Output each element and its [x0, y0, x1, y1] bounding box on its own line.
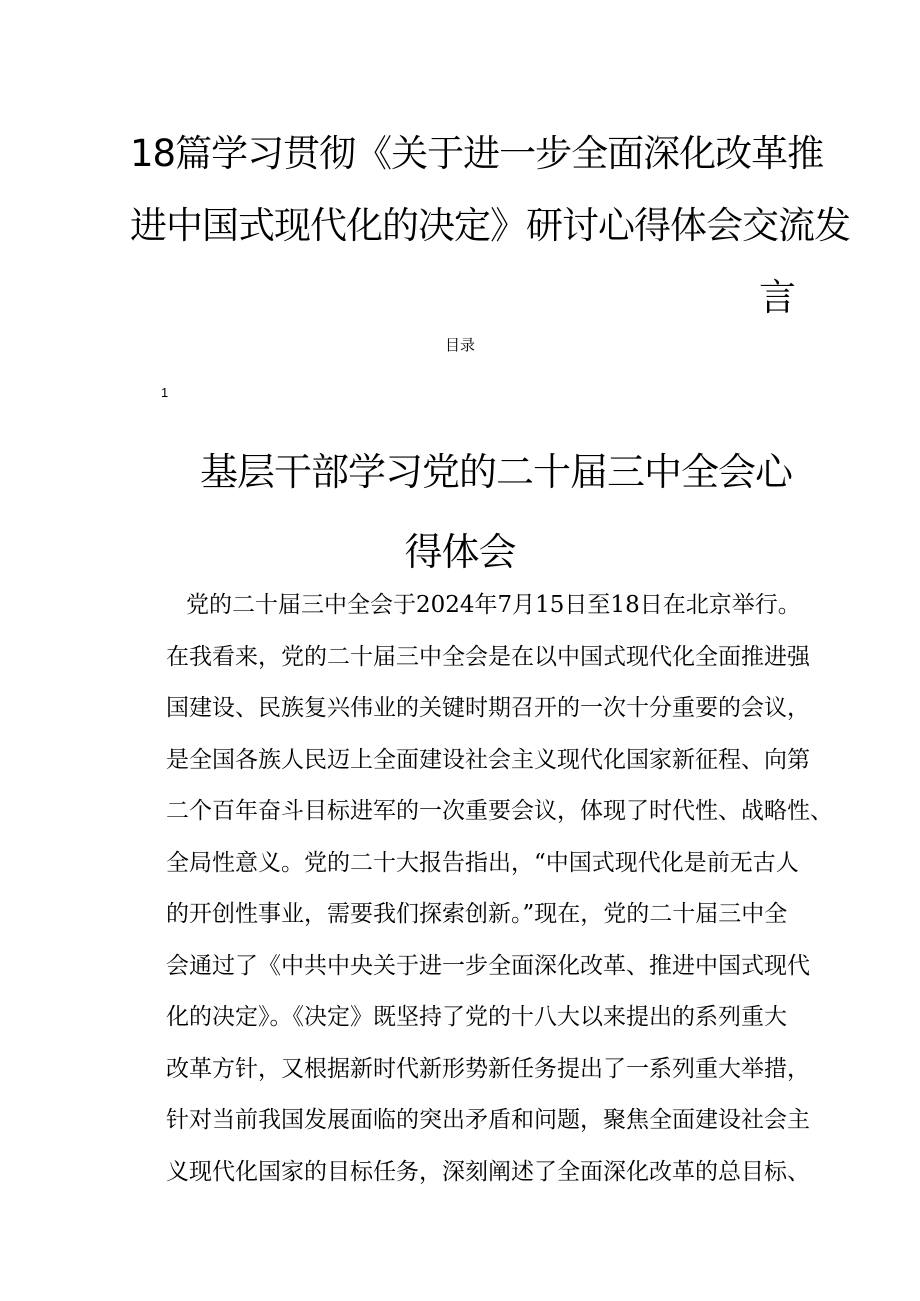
- section-title-line: 基层干部学习党的二十届三中全会心: [200, 450, 793, 494]
- section-title: [200, 432, 793, 592]
- body-line: 党的二十届三中全会于2024年7月15日至18日在北京举行。: [186, 592, 801, 618]
- title-line: 进中国式现代化的决定》研讨心得体会交流发: [130, 204, 850, 247]
- body-line: 针对当前我国发展面临的突出矛盾和问题，聚焦全面建设社会主: [166, 1107, 810, 1133]
- page-number: 1: [161, 385, 169, 400]
- body-line: 会通过了《中共中央关于进一步全面深化改革、推进中国式现代: [166, 952, 810, 979]
- body-paragraph: [166, 580, 833, 1198]
- title-line: 言: [759, 276, 795, 319]
- body-line: 改革方针，又根据新时代新形势新任务提出了一系列重大举措，: [166, 1055, 810, 1082]
- body-line: 是全国各族人民迈上全面建设社会主义现代化国家新征程、向第: [166, 746, 810, 773]
- body-line: 在我看来，党的二十届三中全会是在以中国式现代化全面推进强: [166, 643, 810, 670]
- body-line: 二个百年奋斗目标进军的一次重要会议，体现了时代性、战略性、: [166, 798, 833, 824]
- body-line: 的开创性事业，需要我们探索创新。”现在，党的二十届三中全: [166, 901, 788, 927]
- body-line: 国建设、民族复兴伟业的关键时期召开的一次十分重要的会议，: [166, 695, 810, 721]
- document-title: [130, 118, 850, 334]
- toc-label: 目录: [444, 336, 475, 354]
- section-title-line: 得体会: [404, 530, 516, 574]
- body-line: 化的决定》。《决定》既坚持了党的十八大以来提出的系列重大: [166, 1004, 787, 1030]
- body-line: 全局性意义。党的二十大报告指出，“中国式现代化是前无古人: [166, 849, 799, 876]
- body-line: 义现代化国家的目标任务，深刻阐述了全面深化改革的总目标、: [166, 1158, 810, 1185]
- title-line: 18篇学习贯彻《关于进一步全面深化改革推: [130, 132, 824, 175]
